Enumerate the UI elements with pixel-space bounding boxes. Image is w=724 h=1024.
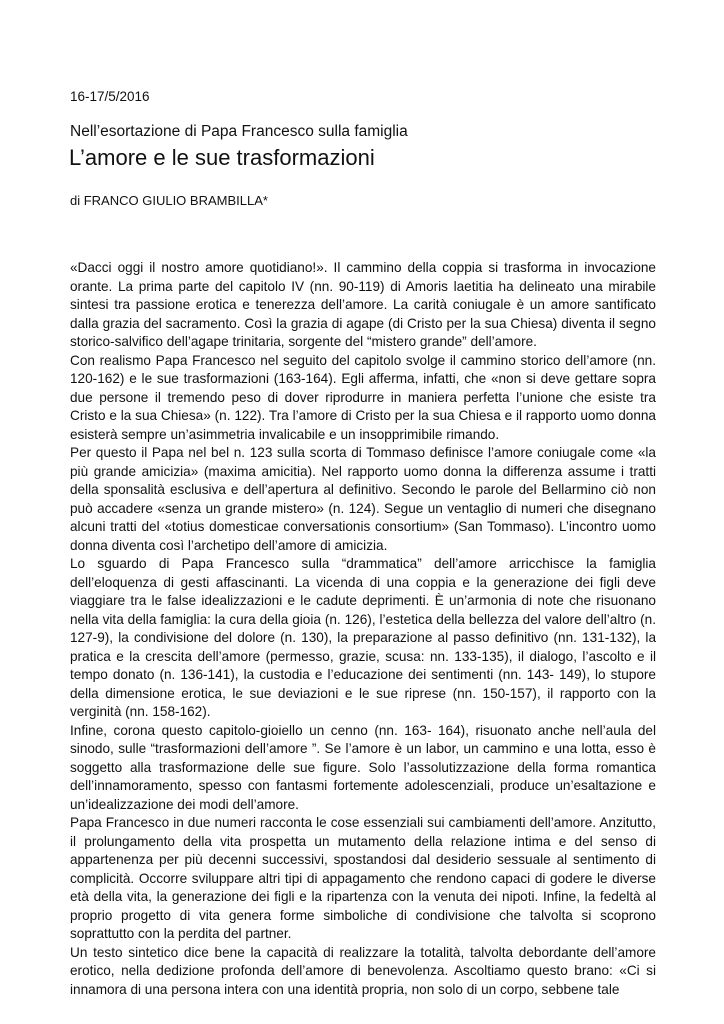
body-paragraph: Papa Francesco in due numeri racconta le cose essenziali sui cambiamenti dell’amore. Anzitutto, il prolungamento della vita prospetta un mutamento della relazione intima e del senso di appartenenza per più decenni successivi, spostandosi dal desiderio sessuale al sentimento di complicità. Occorre sviluppare altri tipi di appagamento che rendono capaci di godere le diverse età della vita, la generazione dei figli e la ripartenza con la venuta dei nipoti. Infine, la fedeltà al proprio progetto di vita genera forme simboliche di condivisione che talvolta si scoprono soprattutto con la perdita del partner. bbox=[70, 815, 656, 941]
article-subtitle: Nell’esortazione di Papa Francesco sulla famiglia bbox=[70, 123, 408, 140]
article-title: L’amore e le sue trasformazioni bbox=[69, 145, 375, 170]
body-paragraph: Lo sguardo di Papa Francesco sulla “drammatica” dell’amore arricchisce la famiglia dell’eloquenza di gesti affascinanti. La vicenda di una coppia e la generazione dei figli deve viaggiare tra le false idealizzazioni e le cadute deprimenti. È un’armonia di note che risuonano nella vita della famiglia: la cura della gioia (n. 126), l’estetica della bellezza del valore dell’altro (n. 127-9), la condivisione del dolore (n. 130), la preparazione al passo definitivo (nn. 131-132), la pratica e la crescita dell’amore (permesso, grazie, scusa: nn. 133-135), il dialogo, l’ascolto e il tempo donato (n. 136-141), la custodia e l’educazione dei sentimenti (nn. 143- 149), lo stupore della dimensione erotica, le sue deviazioni e le sue riprese (nn. 150-157), il rapporto con la verginità (nn. 158-162). bbox=[70, 556, 656, 719]
body-paragraph: Infine, corona questo capitolo-gioiello un cenno (nn. 163- 164), risuonato anche nell’aula del sinodo, sulle “trasformazioni dell’amore ”. Se l’amore è un labor, un cammino e una lotta, esso è soggetto alla trasformazione delle sue figure. Solo l’assolutizzazione della forma romantica dell’innamoramento, spesso con fantasmi fortemente adolescenziali, produce un’esaltazione e un’idealizzazione dei modi dell’amore. bbox=[70, 722, 656, 812]
body-paragraph: Con realismo Papa Francesco nel seguito del capitolo svolge il cammino storico dell’amore (nn. 120-162) e le sue trasformazioni (163-164). Egli afferma, infatti, che «non si deve gettare sopra due persone il tremendo peso di dover riprodurre in maniera perfetta l’unione che esiste tra Cristo e la sua Chiesa» (n. 122). Tra l’amore di Cristo per la sua Chiesa e il rapporto uomo donna esisterà sempre un’asimmetria invalicabile e un insopprimibile rimando. bbox=[70, 352, 656, 442]
document-date: 16-17/5/2016 bbox=[70, 89, 150, 104]
author-byline: di FRANCO GIULIO BRAMBILLA* bbox=[70, 193, 268, 208]
body-paragraph: Per questo il Papa nel bel n. 123 sulla scorta di Tommaso definisce l’amore coniugale come «la più grande amicizia» (maxima amicitia). Nel rapporto uomo donna la differenza assume i tratti della sponsalità esclusiva e dell’apertura al definitivo. Secondo le parole del Bellarmino ciò non può accadere «senza un grande mistero» (n. 124). Segue un ventaglio di numeri che disegnano alcuni tratti del «totius domesticae conversationis consortium» (San Tommaso). L’incontro uomo donna diventa così l’archetipo dell’amore di amicizia. bbox=[70, 445, 656, 553]
body-paragraph: «Dacci oggi il nostro amore quotidiano!». Il cammino della coppia si trasforma in invocazione orante. La prima parte del capitolo IV (nn. 90-119) di Amoris laetitia ha delineato una mirabile sintesi tra passione erotica e tenerezza dell’amore. La carità coniugale è un amore santificato dalla grazia del sacramento. Così la grazia di agape (di Cristo per la sua Chiesa) diventa il segno storico-salvifico dell’agape trinitaria, sorgente del “mistero grande” dell’amore. bbox=[70, 260, 656, 349]
article-body bbox=[70, 259, 656, 999]
body-paragraph: Un testo sintetico dice bene la capacità di realizzare la totalità, talvolta debordante dell’amore erotico, nella dedizione profonda dell’amore di benevolenza. Ascoltiamo questo brano: «Ci si innamora di una persona intera con una identità propria, non solo di un corpo, sebbene tale bbox=[70, 944, 656, 997]
